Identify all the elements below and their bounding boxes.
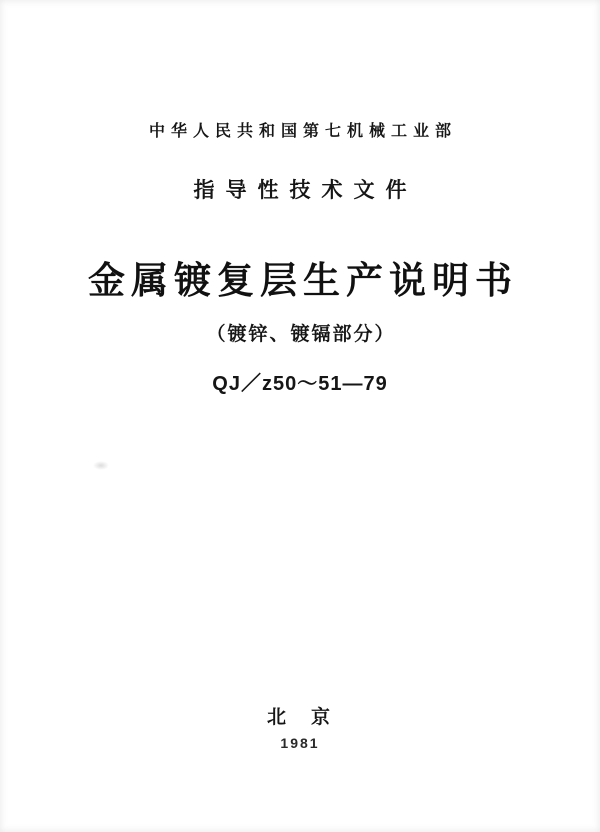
standard-number: QJ／z50～51—79: [212, 373, 388, 395]
scan-artifact-smudge: [93, 461, 109, 470]
document-type-heading: 指导性技术文件: [193, 179, 418, 202]
document-subtitle: （镀锌、镀镉部分）: [206, 324, 396, 345]
publication-city: 北 京: [266, 707, 333, 728]
publication-year: 1981: [280, 735, 320, 751]
ministry-name: 中华人民共和国第七机械工业部: [148, 123, 457, 140]
document-title: 金属镀复层生产说明书: [88, 260, 518, 301]
